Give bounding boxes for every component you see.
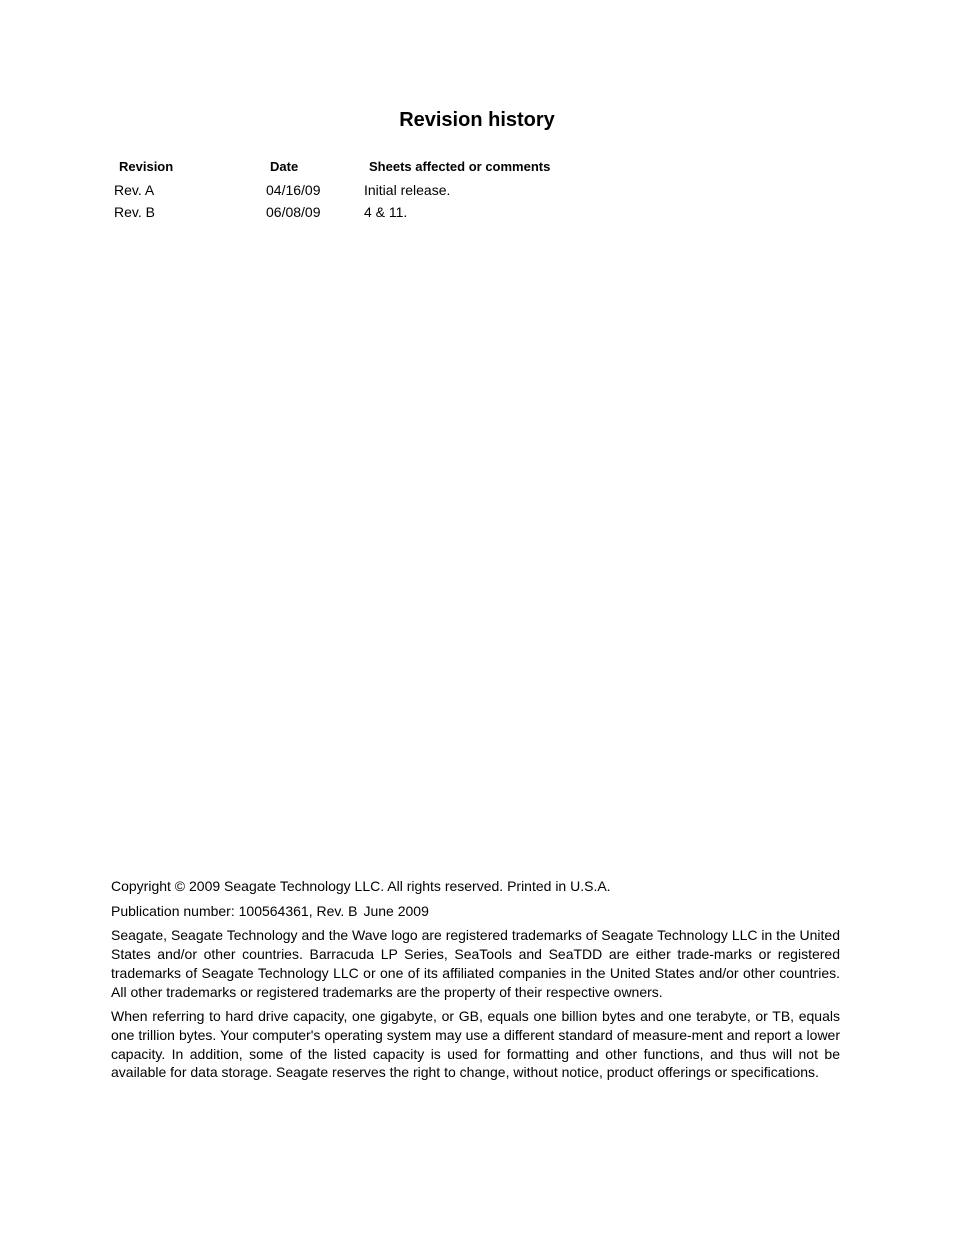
revision-table-header xyxy=(110,157,630,179)
table-row xyxy=(110,179,630,201)
cell-comments: 4 & 11. xyxy=(364,204,408,220)
page-title: Revision history xyxy=(399,109,555,131)
revision-table xyxy=(110,157,630,223)
publication-info xyxy=(111,902,840,921)
legal-footer xyxy=(111,877,840,1088)
capacity-notice: When referring to hard drive capacity, one gigabyte, or GB, equals one billion bytes and one terabyte, or TB, equals one trillion bytes. Your computer's operating system may use a different standard of measure-ment and report a lower capacity. In addition, some of the listed capacity is used for formatting and other functions, and thus will not be available for data storage. Seagate reserves the right to change, without notice, product offerings or specifications. xyxy=(111,1008,840,1081)
table-row xyxy=(110,201,630,223)
copyright-notice: Copyright © 2009 Seagate Technology LLC. All rights reserved. Printed in U.S.A. xyxy=(111,878,611,894)
cell-comments: Initial release. xyxy=(364,182,451,198)
cell-date: 06/08/09 xyxy=(266,204,321,220)
header-comments: Sheets affected or comments xyxy=(369,159,551,174)
cell-revision: Rev. B xyxy=(114,204,155,220)
header-date: Date xyxy=(270,159,299,174)
header-revision: Revision xyxy=(119,159,174,174)
cell-revision: Rev. A xyxy=(114,182,155,198)
publication-number: Publication number: 100564361, Rev. B xyxy=(111,902,358,919)
cell-date: 04/16/09 xyxy=(266,182,321,198)
publication-date: June 2009 xyxy=(363,902,429,919)
trademark-notice: Seagate, Seagate Technology and the Wave logo are registered trademarks of Seagate Technology LLC in the United States and/or other countries. Barracuda LP Series, SeaTools and SeaTDD are either trade-marks or registered trademarks of Seagate Technology LLC or one of its affiliated companies in the United States and/or other countries. All other trademarks or registered trademarks are the property of their respective owners. xyxy=(111,927,840,1000)
